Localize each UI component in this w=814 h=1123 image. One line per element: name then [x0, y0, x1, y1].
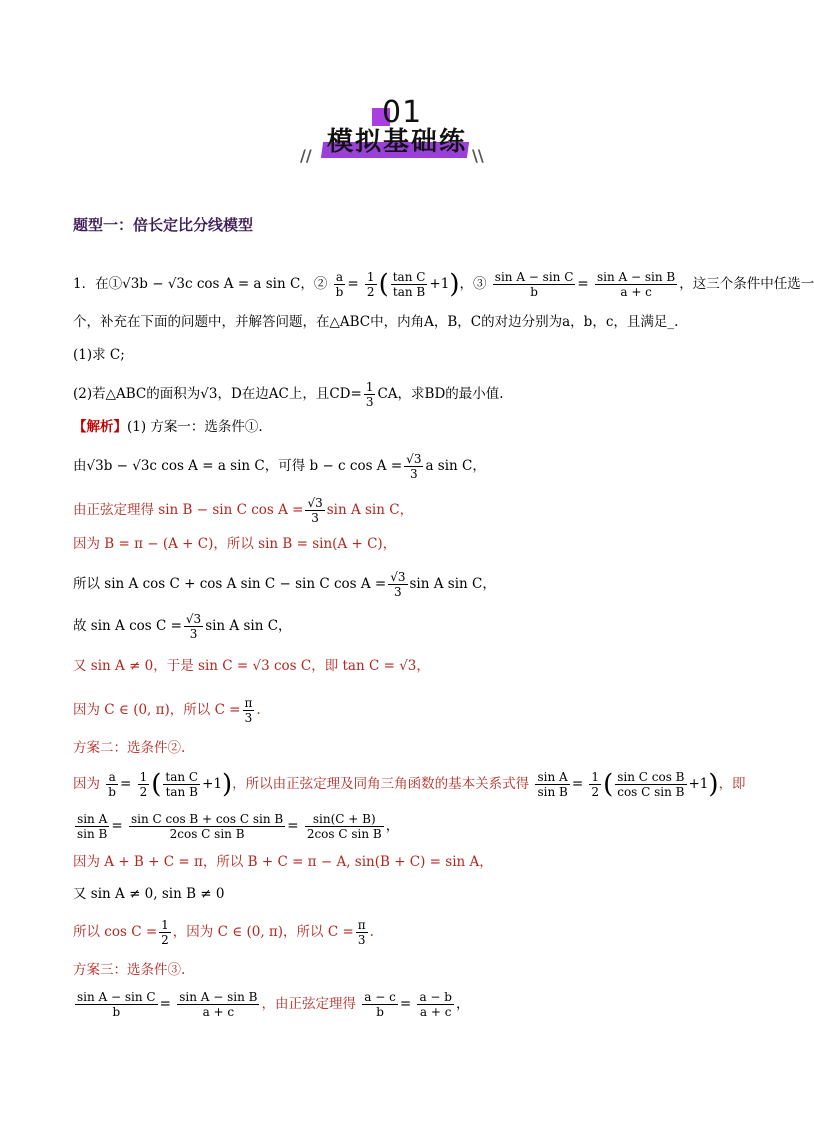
fraction-sqrt3-over-3: $\frac{√3}{3}$ [185, 612, 202, 641]
fraction-half: $\frac{1}{2}$ [139, 770, 148, 799]
fraction-half: $\frac{1}{2}$ [161, 918, 169, 947]
numerator: sin C cos B [617, 770, 685, 784]
s16-text: ，由正弦定理得 [261, 996, 356, 1012]
solution-line-2 [73, 452, 486, 481]
fraction-condition-3-right: $\frac{\text{sin A − sin B}}{a + c}$ [179, 990, 258, 1019]
solution-plan-3-heading: 方案三：选条件③. [73, 962, 186, 978]
slash-left-decoration: // [300, 146, 312, 165]
period: . [369, 924, 374, 940]
s3-text: 由正弦定理得 sin B − sin C cos A = [73, 502, 304, 518]
solution-line-13: 又 sin A ≠ 0, sin B ≠ 0 [73, 886, 225, 902]
solution-line-14 [73, 918, 374, 947]
s14-text-a: 所以 cos C = [73, 924, 158, 940]
solution-tag: 【解析】 [73, 419, 127, 435]
fraction-pi-over-3: $\frac{\pi}{3}$ [244, 696, 253, 725]
s6-tail: sin A sin C， [205, 618, 292, 634]
fraction-sqrt3-over-3: $\frac{√3}{3}$ [390, 570, 406, 599]
fraction-condition-3-left: $\frac{\text{sin A − sin C}}{b}$ [494, 270, 574, 299]
solution-line-6 [73, 612, 292, 641]
question-part-1: (1)求 C; [73, 347, 125, 363]
s10-text-a: 因为 [73, 776, 100, 792]
section-number: 01 [382, 95, 423, 130]
fraction-sqrt3-over-3: $\frac{√3}{3}$ [406, 452, 422, 481]
solution-line-4: 因为 B = π − (A + C)，所以 sin B = sin(A + C)， [73, 536, 397, 552]
solution-line-1 [73, 417, 263, 437]
s3-tail: sin A sin C， [326, 502, 414, 518]
fraction-sinCB: $\frac{\sin(C + B)}{\text{2cos C sin B}}$ [306, 812, 382, 841]
s10-text-c: ，即 [718, 776, 746, 792]
fraction-half: $\frac{1}{2}$ [591, 770, 600, 799]
fraction-a-minus-c-over-b: $\frac{a - c}{b}$ [364, 990, 396, 1019]
fraction-sum-formula: $\frac{\text{sin C cos B + cos C sin B}}{\text{2cos C sin B}}$ [130, 812, 284, 841]
fraction-a-over-b: $\frac{a}{b}$ [335, 270, 344, 299]
fraction-tanC-tanB: $\frac{\text{tan C}}{\text{tan B}}$ [165, 770, 199, 799]
solution-line-7: 又 sin A ≠ 0，于是 sin C = √3 cos C，即 tan C = √3， [73, 658, 430, 674]
s2-tail: a sin C， [425, 458, 486, 474]
question-line-1: 1．在①√3b − √3c cos A = a sin C，② $\frac{a}{b}$ = $\frac{1}{2}$ ( $\frac{\text{tan C}}{\text{tan B}}$ +1)，③ $\frac{\text{sin A − sin C}}{b}$ = $\frac{\text{sin A − sin B}}{a + c}$ ，这三个条件中任选一 [73, 269, 814, 300]
slash-right-decoration: \\ [472, 146, 484, 165]
s8-tail: . [256, 702, 261, 718]
part-2-text-a: (2)若△ABC的面积为√3，D在边AC上，且CD= [73, 386, 362, 402]
fraction-pi-over-3: $\frac{\pi}{3}$ [357, 918, 366, 947]
solution-line-11: $\frac{\text{sin A}}{\text{sin B}}$ = $\frac{\text{sin C cos B + cos C sin B}}{\text{2cos C sin B}}$ = $\frac{\sin(C + B)}{\text{2cos C sin B}}$ ， [77, 812, 400, 841]
s8-text: 因为 C ∈ (0, π)，所以 C = [73, 702, 241, 718]
solution-line-12: 因为 A + B + C = π，所以 B + C = π − A, sin(B + C) = sin A， [73, 854, 493, 870]
s5-tail: sin A sin C， [409, 576, 496, 592]
page-header [0, 90, 794, 170]
solution-line-16: $\frac{\text{sin A − sin C}}{b}$ = $\frac{\text{sin A − sin B}}{a + c}$ ，由正弦定理得 $\frac{a - c}{b}$ = $\frac{a - b}{a + c}$ ， [77, 990, 470, 1019]
page-title: 模拟基础练 [326, 127, 467, 157]
fraction-condition-3-right: $\frac{\text{sin A − sin B}}{a + c}$ [597, 270, 676, 299]
s5-text: 所以 sin A cos C + cos A sin C − sin C cos A = [73, 576, 387, 592]
fraction-a-minus-b-over-a-plus-c: $\frac{a - b}{a + c}$ [419, 990, 452, 1019]
fraction-condition-3-left: $\frac{\text{sin A − sin C}}{b}$ [77, 990, 156, 1019]
question-number: 1．在① [73, 276, 123, 292]
plus-one: +1 [429, 276, 450, 292]
solution-line-8 [73, 696, 261, 725]
fraction-sinA-sinB: $\frac{\text{sin A}}{\text{sin B}}$ [537, 770, 568, 799]
s6-text: 故 sin A cos C = [73, 618, 182, 634]
plus-one: +1 [688, 776, 709, 792]
s2-text: 由√3b − √3c cos A = a sin C，可得 b − c cos A = [73, 458, 403, 474]
fraction-a-over-b: $\frac{a}{b}$ [108, 770, 116, 799]
fraction-one-third: $\frac{1}{3}$ [365, 380, 374, 409]
solution-line-3 [73, 496, 413, 525]
question-line-2: 个，补充在下面的问题中，并解答问题，在△ABC中，内角A，B，C的对边分别为a，b，c，且满足_. [73, 314, 679, 330]
part-2-text-b: CA，求BD的最小值. [377, 386, 504, 402]
condition-1: √3b − √3c cos A = a sin C [122, 276, 301, 292]
solution-plan-2-heading: 方案二：选条件②. [73, 740, 186, 756]
solution-plan-1: (1) 方案一：选条件①. [127, 419, 263, 435]
question-part-2 [73, 380, 504, 409]
condition-2-marker: ，② [300, 276, 328, 292]
fraction-tanC-tanB: $\frac{\text{tan C}}{\text{tan B}}$ [392, 270, 426, 299]
fraction-sqrt3-over-3: $\frac{√3}{3}$ [307, 496, 323, 525]
fraction-half: $\frac{1}{2}$ [366, 270, 375, 299]
fraction-sinCcosB-cosCsinB [615, 770, 686, 799]
s14-text-b: ，因为 C ∈ (0, π)，所以 C = [172, 924, 354, 940]
condition-3-marker: ，③ [459, 276, 487, 292]
plus-one: +1 [202, 776, 222, 792]
fraction-sinA-sinB: $\frac{\text{sin A}}{\text{sin B}}$ [77, 812, 108, 841]
s10-text-b: ，所以由正弦定理及同角三角函数的基本关系式得 [232, 776, 530, 792]
equals: = [347, 276, 363, 292]
section-title: 题型一：倍长定比分线模型 [73, 216, 254, 234]
denominator: cos C sin B [617, 785, 685, 799]
solution-line-10: 因为 $\frac{a}{b}$ = $\frac{1}{2}$ ( $\frac{\text{tan C}}{\text{tan B}}$ +1)，所以由正弦定理及同角三角函数的基本关系式得 $\frac{\text{sin A}}{\text{sin B}}$ = $\frac{1}{2}$ ( $\frac{\text{sin C cos B}}{\text{cos C sin B}}$ +1)，即 [73, 769, 746, 800]
solution-line-5 [73, 570, 496, 599]
question-text-tail: ，这三个条件中任选一 [679, 276, 814, 292]
